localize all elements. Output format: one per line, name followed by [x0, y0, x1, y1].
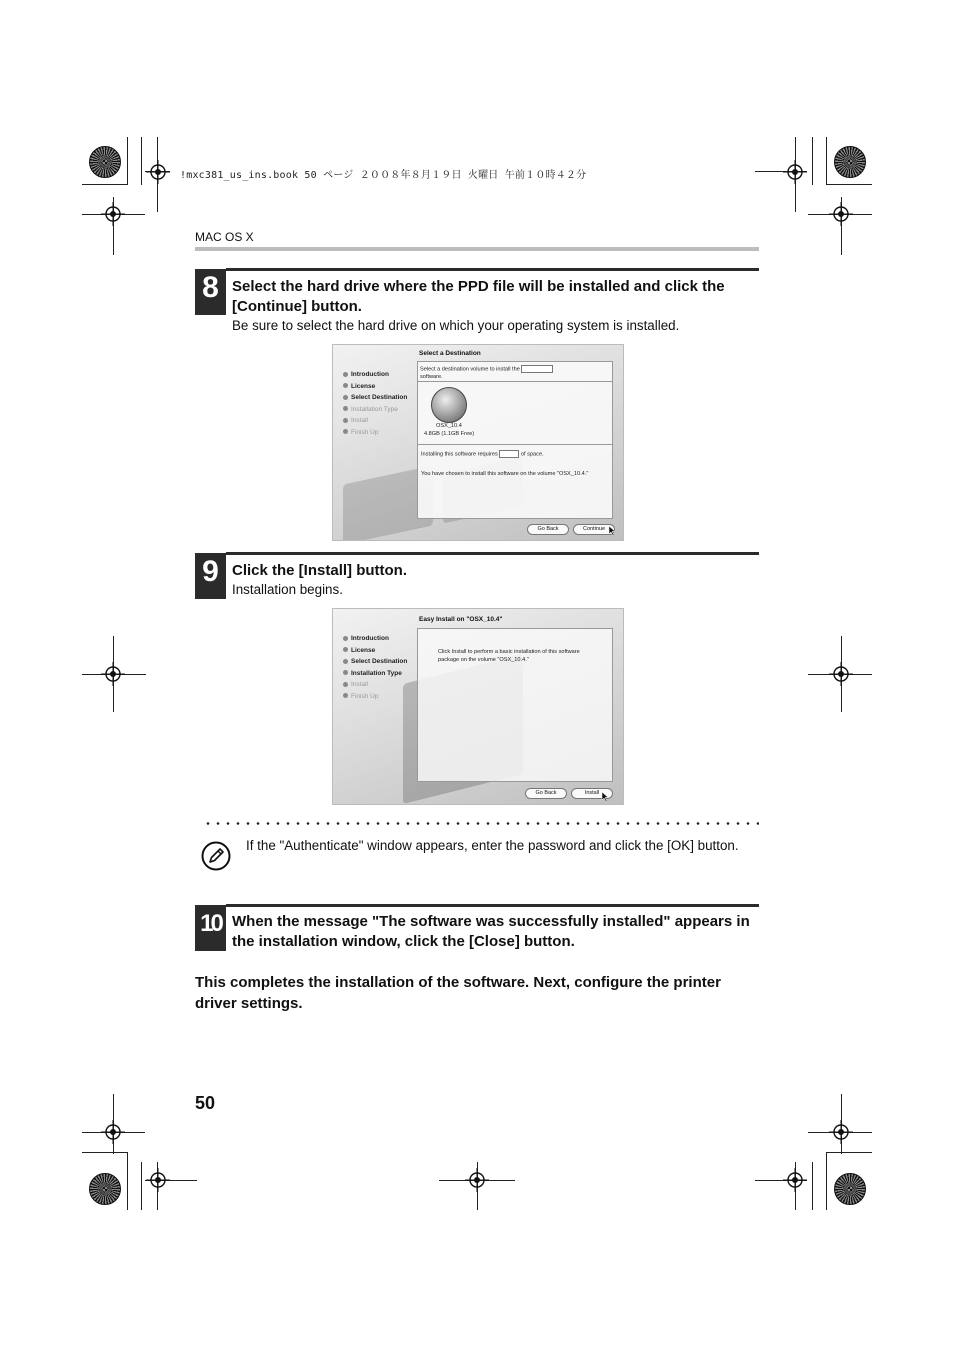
step-number-9: 9	[195, 553, 226, 599]
go-back-button[interactable]: Go Back	[527, 524, 569, 535]
installer-heading: Select a Destination	[419, 350, 481, 357]
sidebar-step: Select Destination	[343, 656, 407, 668]
section-label: MAC OS X	[195, 230, 254, 244]
step-rule	[226, 268, 759, 271]
destination-prompt: Select a destination volume to install the software.	[420, 365, 605, 381]
pencil-note-icon	[201, 841, 231, 871]
installer-content-pane	[417, 628, 613, 782]
registration-mark-icon	[101, 1120, 125, 1144]
color-rosette-icon	[834, 1173, 866, 1205]
screenshot-select-destination	[332, 344, 624, 541]
registration-mark-icon	[829, 1120, 853, 1144]
color-rosette-icon	[834, 146, 866, 178]
closing-paragraph: This completes the installation of the software. Next, configure the printer driver settings.	[195, 974, 721, 1012]
sidebar-step: Install	[343, 679, 407, 691]
registration-mark-icon	[146, 1168, 170, 1192]
installer-sidebar	[343, 369, 407, 438]
sidebar-step: Introduction	[343, 633, 407, 645]
install-instructions: Click Install to perform a basic installation of this software package on the volume "OSX_10.4."	[438, 649, 580, 663]
step-title-10: When the message "The software was successfully installed" appears in the installation window, click the [Close] button.	[232, 913, 750, 950]
installer-heading: Easy Install on "OSX_10.4"	[419, 616, 503, 623]
go-back-button[interactable]: Go Back	[525, 788, 567, 799]
continue-button[interactable]: Continue	[573, 524, 615, 535]
step-rule	[226, 904, 759, 907]
screenshot-easy-install	[332, 608, 624, 805]
section-rule	[195, 247, 759, 251]
step-rule	[226, 552, 759, 555]
sidebar-step: Install	[343, 415, 407, 427]
note-divider	[203, 822, 759, 825]
step-number-8: 8	[195, 269, 226, 315]
step-subtitle-9: Installation begins.	[232, 582, 343, 597]
sidebar-step: Finish Up	[343, 427, 407, 439]
sidebar-step: Introduction	[343, 369, 407, 381]
registration-mark-icon	[829, 202, 853, 226]
mouse-pointer-icon	[601, 792, 609, 802]
registration-mark-icon	[101, 662, 125, 686]
registration-mark-icon	[465, 1168, 489, 1192]
registration-mark-icon	[829, 662, 853, 686]
installer-content-pane	[417, 361, 613, 519]
color-rosette-icon	[89, 146, 121, 178]
sidebar-step: Installation Type	[343, 404, 407, 416]
step-title-8: Select the hard drive where the PPD file will be installed and click the [Continue] button.	[232, 278, 725, 315]
install-button[interactable]: Install	[571, 788, 613, 799]
step-title-9: Click the [Install] button.	[232, 562, 407, 579]
page-number: 50	[195, 1093, 216, 1113]
print-metadata: !mxc381_us_ins.book 50 ページ ２００８年８月１９日 火曜日 午前１０時４２分	[180, 170, 587, 181]
chosen-volume: You have chosen to install this software on the volume "OSX_10.4."	[421, 471, 589, 477]
sidebar-step: License	[343, 381, 407, 393]
step-number-10: 10	[195, 905, 226, 951]
hard-drive-icon[interactable]	[431, 387, 467, 423]
registration-mark-icon	[101, 202, 125, 226]
disk-size: 4.8GB (1.1GB Free)	[424, 431, 475, 437]
sidebar-step: License	[343, 645, 407, 657]
note-text: If the "Authenticate" window appears, enter the password and click the [OK] button.	[246, 838, 739, 853]
step-subtitle-8: Be sure to select the hard drive on which your operating system is installed.	[232, 318, 680, 333]
space-required: Installing this software requires of space.	[421, 451, 544, 458]
installer-sidebar	[343, 633, 407, 702]
mouse-pointer-icon	[608, 526, 616, 536]
sidebar-step: Installation Type	[343, 668, 407, 680]
disk-name: OSX_10.4	[436, 423, 462, 429]
registration-mark-icon	[146, 160, 170, 184]
sidebar-step: Select Destination	[343, 392, 407, 404]
sidebar-step: Finish Up	[343, 691, 407, 703]
registration-mark-icon	[783, 1168, 807, 1192]
registration-mark-icon	[783, 160, 807, 184]
color-rosette-icon	[89, 1173, 121, 1205]
